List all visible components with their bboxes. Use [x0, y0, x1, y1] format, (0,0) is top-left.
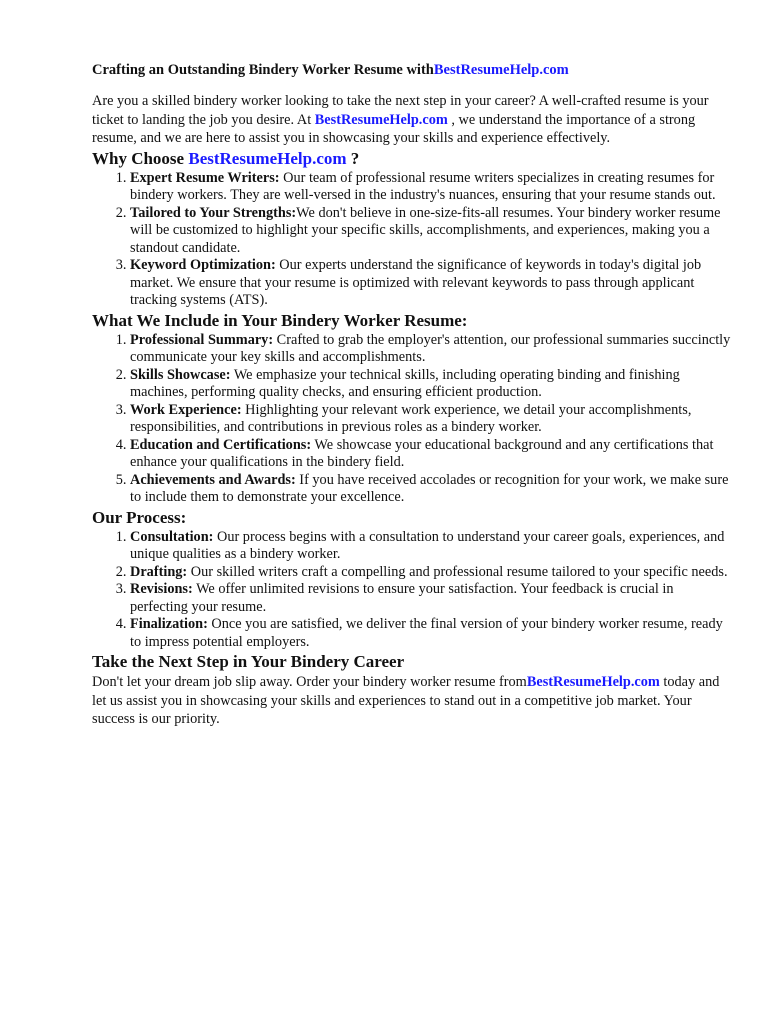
- why-heading-link[interactable]: BestResumeHelp.com: [188, 148, 347, 168]
- title-link[interactable]: BestResumeHelp.com: [433, 62, 569, 78]
- list-item-text: We emphasize your technical skills, including operating binding and finishing machines, performing quality checks, and ensuring efficient production.: [130, 366, 680, 400]
- list-item: [130, 205, 732, 258]
- list-item: [130, 170, 732, 205]
- list-item-term: Keyword Optimization:: [130, 257, 276, 273]
- list-item-term: Education and Certifications:: [130, 436, 312, 453]
- list-item-text: We don't believe in one-size-fits-all resumes. Your bindery worker resume will be customized to highlight your specific skills, accomplishments, and experiences, making you a standout candidate.: [130, 204, 721, 256]
- list-item-text: Our team of professional resume writers specializes in creating resumes for bindery workers. They are well-versed in the industry's nuances, ensuring that your resume stands out.: [130, 169, 716, 203]
- list-item: [130, 581, 732, 616]
- list-item: [130, 257, 732, 310]
- intro-before: Are you a skilled bindery worker looking to take the next step in your career? A well-crafted resume is your ticket to landing the job you desire. At: [92, 93, 709, 128]
- list-item-text: Highlighting your relevant work experience, we detail your accomplishments, responsibilities, and contributions in previous roles as a bindery worker.: [130, 401, 692, 435]
- list-item-term: Revisions:: [130, 581, 193, 597]
- list-item-term: Finalization:: [130, 616, 208, 632]
- process-heading: Our Process:: [92, 507, 187, 527]
- closing-before: Don't let your dream job slip away. Order your bindery worker resume from: [92, 674, 527, 690]
- intro-paragraph: [92, 92, 732, 148]
- next-heading: Take the Next Step in Your Bindery Career: [92, 652, 405, 671]
- list-item-text: Our experts understand the significance of keywords in today's digital job market. We ensure that your resume is optimized with relevant keywords to pass through applicant tracking systems (ATS).: [130, 257, 702, 308]
- why-heading: [92, 148, 732, 170]
- process-list: [92, 529, 732, 652]
- include-heading: What We Include in Your Bindery Worker Resume:: [92, 310, 468, 330]
- list-item-term: Consultation:: [130, 528, 214, 545]
- document-title: [92, 60, 732, 80]
- document-page: [92, 60, 732, 729]
- intro-link[interactable]: BestResumeHelp.com: [314, 111, 448, 128]
- closing-paragraph: [92, 673, 732, 729]
- include-list: [92, 332, 732, 507]
- list-item-term: Drafting:: [130, 563, 188, 580]
- list-item-term: Achievements and Awards:: [130, 471, 296, 488]
- list-item-term: Work Experience:: [130, 401, 242, 418]
- list-item-text: If you have received accolades or recognition for your work, we make sure to include them to demonstrate your excellence.: [130, 471, 729, 505]
- list-item-term: Tailored to Your Strengths:: [130, 204, 297, 221]
- list-item: [130, 529, 732, 564]
- title-text: Crafting an Outstanding Bindery Worker Resume with: [92, 62, 434, 78]
- why-list: [92, 170, 732, 310]
- closing-after: today and let us assist you in showcasing your skills and experiences to stand out in a competitive job market. Your success is our priority.: [92, 674, 720, 727]
- list-item: [130, 564, 732, 582]
- why-heading-before: Why Choose: [92, 148, 189, 168]
- list-item: [130, 332, 732, 367]
- list-item-term: Expert Resume Writers:: [130, 169, 280, 186]
- list-item-text: Our process begins with a consultation to understand your career goals, experiences, and unique qualities as a bindery worker.: [130, 528, 725, 562]
- list-item: [130, 402, 732, 437]
- list-item-term: Professional Summary:: [130, 331, 274, 348]
- intro-after: , we understand the importance of a strong resume, and we are here to assist you in showcasing your skills and experience effectively.: [92, 111, 696, 146]
- list-item-text: Crafted to grab the employer's attention, our professional summaries succinctly communicate your key skills and accomplishments.: [130, 331, 731, 365]
- list-item-text: Once you are satisfied, we deliver the final version of your bindery worker resume, ready to impress potential employers.: [130, 616, 723, 650]
- closing-link[interactable]: BestResumeHelp.com: [526, 674, 660, 690]
- list-item: [130, 616, 732, 651]
- list-item-term: Skills Showcase:: [130, 366, 231, 383]
- list-item-text: We offer unlimited revisions to ensure your satisfaction. Your feedback is crucial in perfecting your resume.: [130, 581, 674, 615]
- list-item-text: We showcase your educational background and any certifications that enhance your qualifications in the bindery field.: [130, 436, 714, 470]
- why-heading-after: ?: [346, 148, 360, 168]
- list-item: [130, 367, 732, 402]
- list-item: [130, 437, 732, 472]
- list-item: [130, 472, 732, 507]
- list-item-text: Our skilled writers craft a compelling and professional resume tailored to your specific needs.: [187, 563, 728, 580]
